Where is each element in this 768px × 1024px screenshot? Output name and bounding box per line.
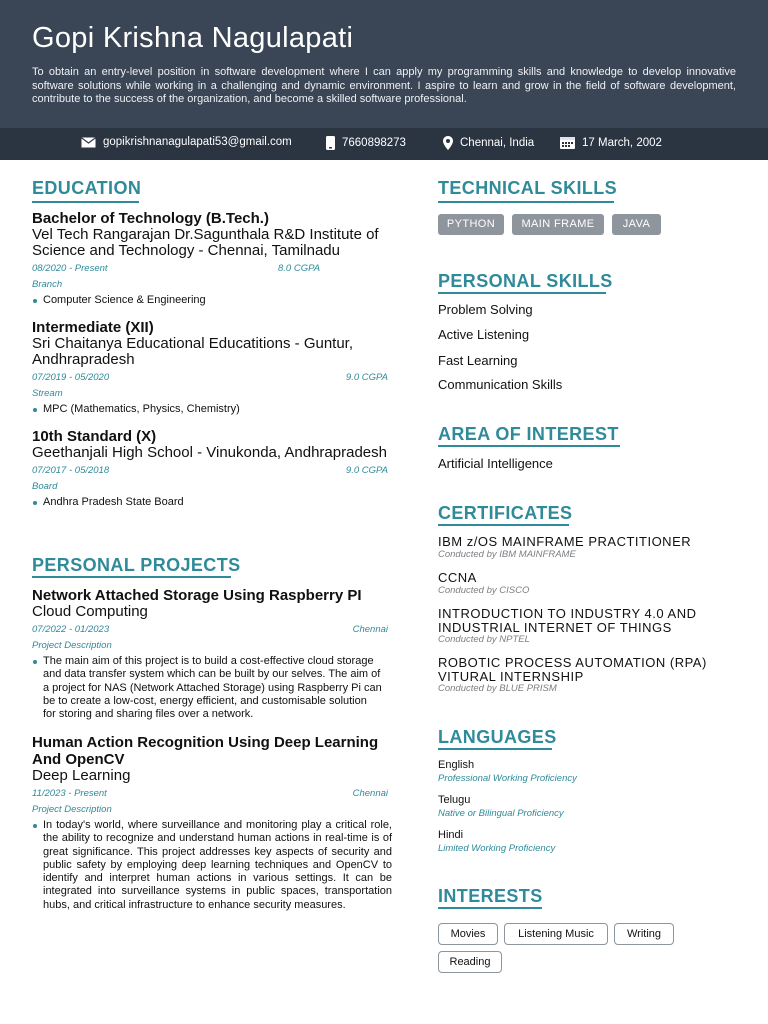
education-grade: 8.0 CGPA [278,263,321,274]
personal-skills-underline [438,292,606,294]
education-detail: MPC (Mathematics, Physics, Chemistry) [32,403,392,416]
contact-email[interactable] [81,136,292,148]
interest-tag-listening-music: Listening Music [504,923,608,945]
technical-skills-underline [438,201,614,203]
projects-underline [32,576,231,578]
degree-title: Intermediate (XII) [32,319,154,336]
certificate-item [438,535,738,561]
envelope-icon [81,137,96,148]
certificate-issuer: Conducted by NPTEL [438,634,530,645]
education-meta [32,465,392,480]
project-name: Network Attached Storage Using Raspberry PI [32,587,362,604]
project-dates: 11/2023 - Present [32,788,107,799]
language-name: Telugu [438,794,471,806]
language-name: Hindi [438,829,464,841]
contact-phone[interactable] [326,136,406,150]
contact-location [443,136,534,150]
project-meta [32,624,392,639]
personal-skills-heading: PERSONAL SKILLS [438,271,613,291]
degree-title: Bachelor of Technology (B.Tech.) [32,210,269,227]
language-item [438,829,738,855]
project-location: Chennai [352,624,388,635]
education-meta [32,263,392,278]
project-description: The main aim of this project is to build a cost-effective cloud storage and data transfer system which can be built by our selves. The aim of a project for NAS (Network Attached Storage) using Raspberry Pi can be to create a low-cost, energy efficient, and customisable solution for storing and sharing files over a network. [32,655,382,721]
institution-name: Sri Chaitanya Educational Educatitions - Guntur, Andhrapradesh [32,335,354,368]
certificate-item [438,571,738,597]
language-item [438,759,738,785]
phone-icon [326,136,335,150]
project-field: Deep Learning [32,767,131,784]
personal-skill-item: Communication Skills [438,377,563,392]
email-text: gopikrishnanagulapati53@gmail.com [103,136,292,148]
interest-tag-reading: Reading [438,951,502,973]
projects-heading: PERSONAL PROJECTS [32,555,241,575]
project-label: Project Description [32,640,112,651]
area-of-interest-item: Artificial Intelligence [438,456,553,471]
project-name: Human Action Recognition Using Deep Learning And OpenCV [32,734,379,768]
education-entry-intermediate [32,319,392,416]
education-label: Board [32,481,58,492]
personal-skill-item: Fast Learning [438,353,518,368]
education-dates: 07/2019 - 05/2020 [32,372,110,383]
technical-skills-heading: TECHNICAL SKILLS [438,178,618,198]
area-of-interest-heading: AREA OF INTEREST [438,424,619,444]
location-pin-icon [443,136,453,150]
certificate-issuer: Conducted by IBM MAINFRAME [438,548,576,560]
language-item [438,794,738,820]
language-name: English [438,759,475,771]
certificate-name: ROBOTIC PROCESS AUTOMATION (RPA) VITURAL INTERNSHIP [438,655,707,684]
calendar-icon [560,136,575,149]
interests-underline [438,907,542,909]
certificate-name: CCNA [438,570,477,585]
interests-heading: INTERESTS [438,886,543,906]
language-level: Professional Working Proficiency [438,773,577,784]
institution-name: Vel Tech Rangarajan Dr.Sagunthala R&D Institute of Science and Technology - Chennai, Tamilnadu [32,226,379,259]
education-label: Branch [32,279,63,290]
project-meta [32,788,392,803]
skill-pill-python: PYTHON [438,214,504,235]
institution-name: Geethanjali High School - Vinukonda, Andhrapradesh [32,444,387,461]
interest-tag-movies: Movies [438,923,498,945]
language-level: Limited Working Proficiency [438,843,556,854]
contact-bar [0,128,768,160]
project-dates: 07/2022 - 01/2023 [32,624,110,635]
project-label: Project Description [32,804,112,815]
certificates-heading: CERTIFICATES [438,503,573,523]
location-text: Chennai, India [460,137,535,149]
education-dates: 07/2017 - 05/2018 [32,465,110,476]
project-field: Cloud Computing [32,603,148,620]
education-detail: Computer Science & Engineering [32,294,392,307]
languages-underline [438,748,552,750]
certificates-underline [438,524,569,526]
project-entry-har [32,734,392,912]
education-label: Stream [32,388,63,399]
career-objective: To obtain an entry-level position in software development where I can apply my programming skills and knowledge to develop innovative software solutions while working in a challenging and dynamic environment. I aspire to learn and grow in the field of software development, contribute to the success of the organization, and become a skilled software professional. [32,66,736,105]
project-description: In today's world, where surveillance and monitoring play a critical role, the ability to recognize and understand human actions in real-time is of great significance. This project addresses key aspects of security and public safety by employing deep learning techniques and OpenCV to identify and interpret human actions in various settings. It can be integrated into surveillance systems in public spaces, transportation hubs, and critical infrastructure to enhance security measures. [32,819,392,912]
certificate-issuer: Conducted by BLUE PRISM [438,683,557,694]
interest-tag-writing: Writing [614,923,674,945]
certificate-name: IBM z/OS MAINFRAME PRACTITIONER [438,534,692,549]
education-grade: 9.0 CGPA [345,465,388,476]
project-entry-nas [32,587,392,721]
education-heading: EDUCATION [32,178,142,198]
skill-pill-mainframe: MAIN FRAME [512,214,604,235]
education-entry-tenth [32,428,392,509]
phone-text: 7660898273 [342,137,406,149]
education-meta [32,372,392,387]
candidate-name: Gopi Krishna Nagulapati [32,22,354,54]
certificate-name: INTRODUCTION TO INDUSTRY 4.0 AND INDUSTRIAL INTERNET OF THINGS [438,606,697,635]
personal-skill-item: Active Listening [438,327,530,342]
certificate-item [438,607,698,646]
resume-header [0,0,768,128]
languages-heading: LANGUAGES [438,727,557,747]
skill-pill-java: JAVA [612,214,661,235]
area-of-interest-underline [438,445,620,447]
personal-skill-item: Problem Solving [438,302,533,317]
education-dates: 08/2020 - Present [32,263,108,274]
education-detail: Andhra Pradesh State Board [32,496,392,509]
contact-birthdate [560,136,662,149]
certificate-item [438,656,708,695]
project-location: Chennai [352,788,388,799]
education-grade: 9.0 CGPA [345,372,388,383]
certificate-issuer: Conducted by CISCO [438,584,530,596]
education-entry-btech [32,210,392,307]
language-level: Native or Bilingual Proficiency [438,808,564,819]
degree-title: 10th Standard (X) [32,428,157,445]
education-underline [32,201,139,203]
birthdate-text: 17 March, 2002 [582,136,662,149]
